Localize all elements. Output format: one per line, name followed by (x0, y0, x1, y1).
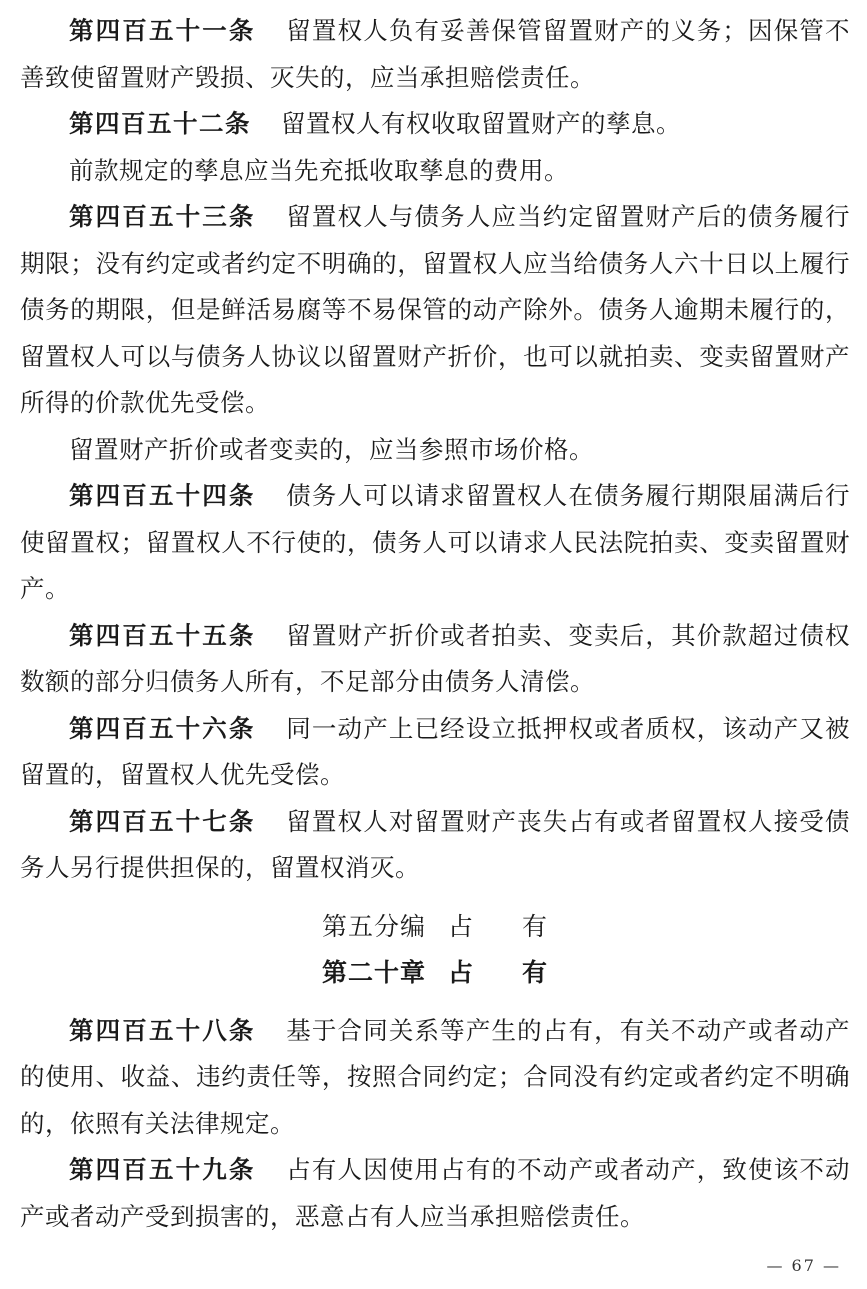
articles-before (20, 8, 850, 892)
article-459 (20, 1147, 850, 1240)
article-text: 留置权人负有妥善保管留置财产的义务；因保管不善致使留置财产毁损、灭失的，应当承担赔偿责任。 (20, 16, 851, 92)
part-number: 第五分编 (321, 911, 426, 941)
article-number: 第四百五十六条 (69, 713, 256, 743)
article-number: 第四百五十七条 (69, 806, 256, 836)
part-heading (20, 904, 850, 950)
article-text: 留置权人与债务人应当约定留置财产后的债务履行期限；没有约定或者约定不明确的，留置权人应当给债务人六十日以上履行债务的期限，但是鲜活易腐等不易保管的动产除外。债务人逾期未履行的，留置权人可以与债务人协议以留置财产折价，也可以就拍卖、变卖留置财产所得的价款优先受偿。 (20, 202, 851, 417)
part-title-char-2: 有 (522, 911, 549, 941)
article-453-paragraph-2 (20, 427, 850, 474)
article-text: 留置权人有权收取留置财产的孳息。 (281, 109, 681, 138)
article-number: 第四百五十二条 (69, 109, 251, 138)
chapter-title-char-2: 有 (522, 957, 549, 987)
article-452-paragraph-2 (20, 148, 850, 195)
article-457 (20, 799, 850, 892)
article-number: 第四百五十五条 (69, 620, 256, 650)
article-text: 留置财产折价或者拍卖、变卖后，其价款超过债权数额的部分归债务人所有，不足部分由债务人清偿。 (20, 620, 851, 696)
article-454 (20, 473, 850, 613)
article-456 (20, 706, 850, 799)
document-page (20, 8, 850, 1240)
article-text: 留置财产折价或者变卖的，应当参照市场价格。 (69, 434, 594, 464)
article-text: 前款规定的孳息应当先充抵收取孳息的费用。 (69, 155, 569, 185)
articles-after (20, 1008, 850, 1241)
article-number: 第四百五十一条 (69, 16, 256, 45)
chapter-heading (20, 950, 850, 996)
article-text: 留置权人对留置财产丧失占有或者留置权人接受债务人另行提供担保的，留置权消灭。 (20, 806, 851, 882)
part-title-char-1: 占 (447, 911, 474, 941)
article-452 (20, 101, 850, 148)
article-458 (20, 1008, 850, 1148)
article-text: 占有人因使用占有的不动产或者动产，致使该不动产或者动产受到损害的，恶意占有人应当承担赔偿责任。 (20, 1155, 851, 1231)
chapter-title-char-1: 占 (447, 957, 474, 987)
page-number: — 67 — (766, 1256, 841, 1275)
chapter-number: 第二十章 (321, 957, 426, 987)
article-text: 同一动产上已经设立抵押权或者质权，该动产又被留置的，留置权人优先受偿。 (20, 713, 851, 789)
article-453 (20, 194, 850, 427)
article-text: 债务人可以请求留置权人在债务履行期限届满后行使留置权；留置权人不行使的，债务人可以请求人民法院拍卖、变卖留置财产。 (20, 481, 851, 603)
article-number: 第四百五十四条 (69, 481, 256, 510)
article-number: 第四百五十八条 (69, 1015, 256, 1045)
article-number: 第四百五十三条 (69, 202, 256, 231)
article-455 (20, 613, 850, 706)
article-text: 基于合同关系等产生的占有，有关不动产或者动产的使用、收益、违约责任等，按照合同约定；合同没有约定或者约定不明确的，依照有关法律规定。 (20, 1015, 851, 1138)
article-451 (20, 8, 850, 101)
article-number: 第四百五十九条 (69, 1155, 256, 1184)
